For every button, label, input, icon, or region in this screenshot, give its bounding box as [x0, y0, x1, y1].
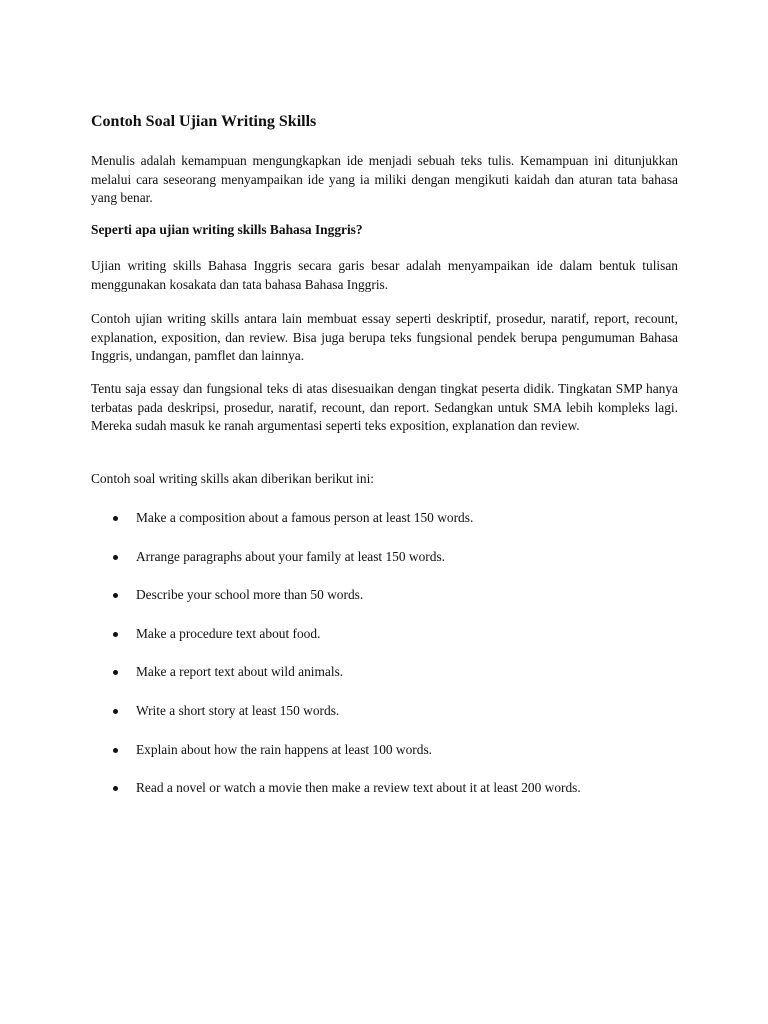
subheading: Seperti apa ujian writing skills Bahasa Inggris?: [91, 222, 363, 237]
list-item: [91, 586, 678, 625]
paragraph-3: Tentu saja essay dan fungsional teks di atas disesuaikan dengan tingkat peserta didik. Tingkatan SMP hanya terbatas pada deskripsi, prosedur, naratif, recount, dan report. Sedangkan untuk SMA lebih kompleks lagi. Mereka sudah masuk ke ranah argumentasi seperti teks exposition, explanation dan review.: [91, 381, 678, 434]
bullet-icon: [113, 670, 118, 675]
list-item-text: Make a report text about wild animals.: [136, 664, 344, 680]
list-item-text: Make a procedure text about food.: [136, 625, 321, 641]
bullet-icon: [113, 709, 118, 714]
list-item-text: Make a composition about a famous person at least 150 words.: [136, 510, 474, 525]
list-item: [91, 509, 678, 548]
list-item: [91, 702, 678, 741]
bullet-icon: [113, 555, 118, 560]
bullet-icon: [113, 748, 118, 753]
list-item: [91, 663, 678, 702]
bullet-icon: [113, 593, 118, 598]
list-item-text: Arrange paragraphs about your family at least 150 words.: [136, 548, 446, 564]
paragraph-1: Ujian writing skills Bahasa Inggris secara garis besar adalah menyampaikan ide dalam bentuk tulisan menggunakan kosakata dan tata bahasa Bahasa Inggris.: [91, 258, 678, 292]
list-item-text: Read a novel or watch a movie then make a review text about it at least 200 words.: [136, 780, 581, 796]
list-item-text: Write a short story at least 150 words.: [136, 702, 340, 718]
list-item: [91, 741, 678, 780]
bullet-icon: [113, 516, 118, 521]
document-title: Contoh Soal Ujian Writing Skills: [91, 113, 317, 130]
list-intro: Contoh soal writing skills akan diberikan berikut ini:: [91, 471, 375, 486]
list-item: [91, 625, 678, 664]
paragraph-2: Contoh ujian writing skills antara lain membuat essay seperti deskriptif, prosedur, naratif, report, recount, explanation, exposition, dan review. Bisa juga berupa teks fungsional pendek berupa pengumuman Bahasa Inggris, undangan, pamflet dan lainnya.: [91, 311, 678, 364]
bullet-icon: [113, 632, 118, 637]
list-item: [91, 779, 678, 818]
intro-paragraph: Menulis adalah kemampuan mengungkapkan ide menjadi sebuah teks tulis. Kemampuan ini ditunjukkan melalui cara seseorang menyampaikan ide yang ia miliki dengan mengikuti kaidah dan aturan tata bahasa yang benar.: [91, 153, 678, 206]
list-item-text: Explain about how the rain happens at least 100 words.: [136, 741, 433, 757]
list-item: [91, 548, 678, 587]
list-item-text: Describe your school more than 50 words.: [136, 587, 364, 603]
bullet-icon: [113, 786, 118, 791]
task-list: [91, 509, 678, 818]
